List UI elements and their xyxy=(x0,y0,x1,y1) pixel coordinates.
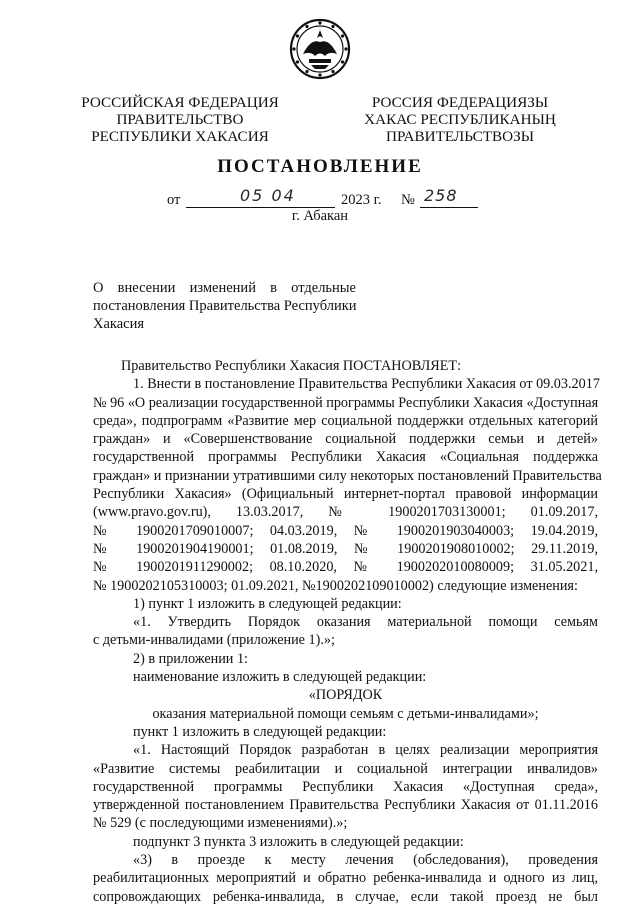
body-line: № 96 «О реализации государственной программы Республики Хакасия «Доступная xyxy=(93,394,599,411)
body-line: № 1900201904190001; 01.08.2019, № 1900201908010002; 29.11.2019, xyxy=(93,540,598,557)
body-line: № 529 (с последующими изменениями).»; xyxy=(93,815,348,832)
header-left-line: РОССИЙСКАЯ ФЕДЕРАЦИЯ xyxy=(81,94,279,111)
handwritten-date: 05 04 xyxy=(240,186,296,205)
document-body xyxy=(93,357,602,906)
body-line: 1. Внести в постановление Правительства Республики Хакасия от 09.03.2017 xyxy=(133,376,600,393)
body-line: (www.pravo.gov.ru), 13.03.2017, № 1900201703130001; 01.09.2017, xyxy=(93,504,598,521)
header-right-line: ХАКАС РЕСПУБЛИКАНЫҢ xyxy=(364,111,556,128)
subject-line: Хакасия xyxy=(93,316,145,332)
number-sign: № xyxy=(401,192,415,208)
body-line: оказания материальной помощи семьям с детьми-инвалидами»; xyxy=(152,705,539,722)
body-line: Правительство Республики Хакасия ПОСТАНОВЛЯЕТ: xyxy=(121,358,462,374)
header-left-line: ПРАВИТЕЛЬСТВО xyxy=(116,111,244,128)
body-line: сопровождающих ребенка-инвалида, в случае, если такой проезд не был xyxy=(93,888,598,905)
body-line: пункт 1 изложить в следующей редакции: xyxy=(133,723,387,740)
body-line: «1. Настоящий Порядок разработан в целях реализации мероприятия xyxy=(133,742,598,759)
coat-of-arms-icon xyxy=(289,18,351,80)
subject-block xyxy=(93,279,356,333)
header-right xyxy=(355,94,565,145)
body-line: подпункт 3 пункта 3 изложить в следующей редакции: xyxy=(133,833,464,850)
body-line: государственной программы Республики Хакасия «Социальная поддержка xyxy=(93,449,598,466)
body-line: Республики Хакасия» (Официальный интернет-портал правовой информации xyxy=(93,486,598,503)
body-line: с детьми-инвалидами (приложение 1).»; xyxy=(93,632,335,649)
body-line: граждан» и признании утратившими силу некоторых постановлений Правительства xyxy=(93,467,602,484)
body-line: «Развитие системы реабилитации и социальной интеграции инвалидов» xyxy=(93,760,598,777)
body-line: среда», подпрограмм «Развитие мер социальной поддержки отдельных категорий xyxy=(93,412,598,429)
header-left-line: РЕСПУБЛИКИ ХАКАСИЯ xyxy=(91,128,269,145)
body-line: «3) в проезде к месту лечения (обследования), проведения xyxy=(133,852,598,869)
handwritten-number: 258 xyxy=(424,186,458,205)
body-line: «1. Утвердить Порядок оказания материальной помощи семьям xyxy=(133,614,598,631)
body-line: наименование изложить в следующей редакции: xyxy=(133,669,427,686)
body-line: утвержденной постановлением Правительства Республики Хакасия от 01.11.2016 xyxy=(93,797,598,814)
date-year: 2023 г. xyxy=(341,192,382,208)
header-left xyxy=(80,94,280,145)
body-line: 2) в приложении 1: xyxy=(133,650,248,667)
body-line: № 1900201911290002; 08.10.2020, № 1900202010080009; 31.05.2021, xyxy=(93,559,598,576)
body-line: 1) пункт 1 изложить в следующей редакции: xyxy=(133,595,402,612)
body-line: государственной программы Республики Хакасия «Доступная среда», xyxy=(93,778,598,795)
header-right-line: ПРАВИТЕЛЬСТВОЗЫ xyxy=(386,128,534,145)
subject-line: постановления Правительства Республики xyxy=(93,298,357,314)
document-title: ПОСТАНОВЛЕНИЕ xyxy=(217,156,423,177)
body-line: «ПОРЯДОК xyxy=(308,687,383,704)
city: г. Абакан xyxy=(291,208,349,224)
body-line: граждан» и «Совершенствование социальной поддержки семьи и детей» xyxy=(93,431,598,448)
header-right-line: РОССИЯ ФЕДЕРАЦИЯЗЫ xyxy=(371,94,549,111)
body-line: № 1900202105310003; 01.09.2021, №1900202109010002) следующие изменения: xyxy=(93,577,578,594)
body-line: № 1900201709010007; 04.03.2019, № 1900201903040003; 19.04.2019, xyxy=(93,522,598,539)
subject-line: О внесении изменений в отдельные xyxy=(93,280,356,296)
date-prefix: от xyxy=(167,192,181,208)
body-line: реабилитационных мероприятий и обратно ребенка-инвалида и одного из лиц, xyxy=(93,870,598,887)
